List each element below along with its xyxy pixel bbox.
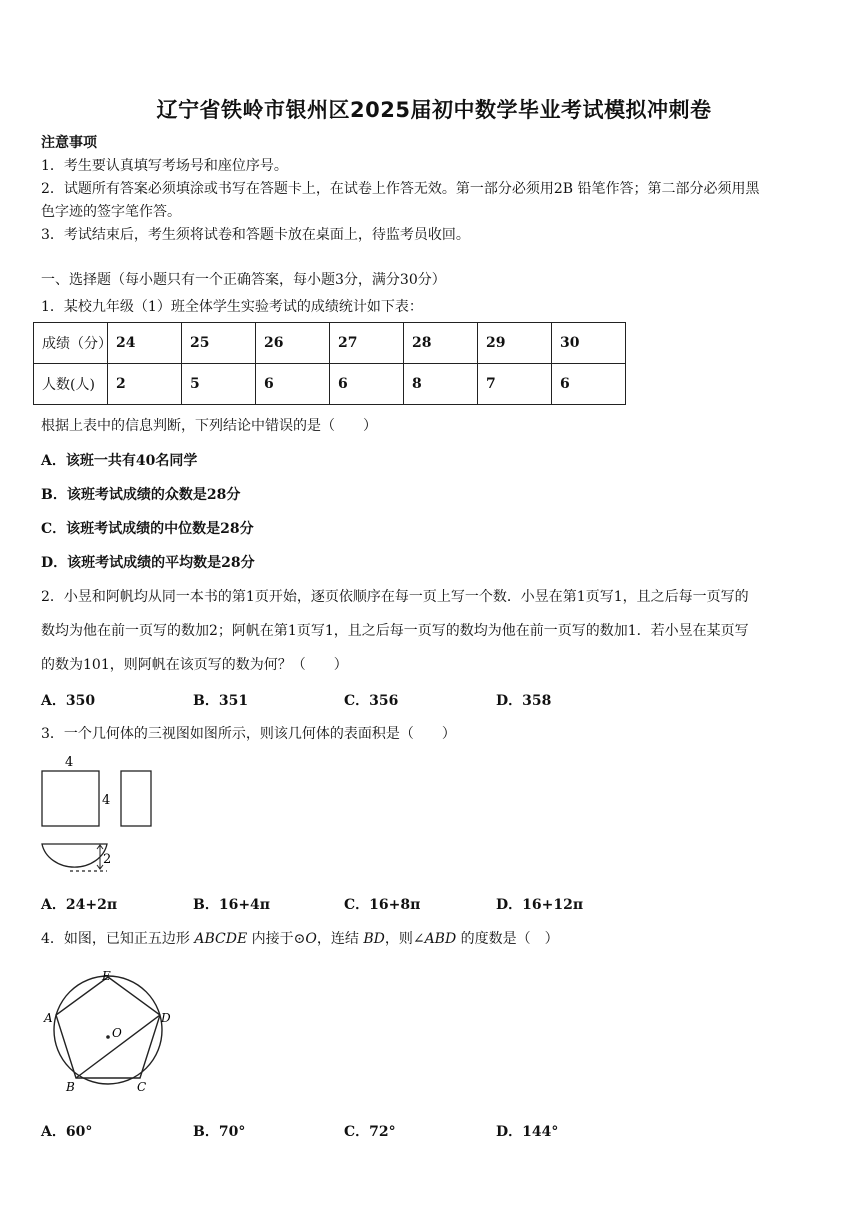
table-row [34, 364, 626, 405]
table-header-cell: 人数(人) [34, 364, 108, 405]
q1-question: 根据上表中的信息判断，下列结论中错误的是（ ） [41, 418, 377, 434]
label-b: B [66, 1080, 75, 1094]
top-view-semicircle [42, 844, 107, 867]
q1-stem: 1．某校九年级（1）班全体学生实验考试的成绩统计如下表： [41, 299, 423, 315]
q3-stem: 3．一个几何体的三视图如图所示，则该几何体的表面积是（ ） [41, 726, 456, 742]
q4-option-b: B．70° [193, 1124, 246, 1140]
table-cell: 27 [330, 323, 404, 364]
table-cell: 6 [330, 364, 404, 405]
q2-option-d: D．358 [496, 693, 552, 709]
q2-line-3: 的数为101，则阿帆在该页写的数为何？（ ） [41, 657, 348, 673]
q4-stem-part: 4．如图，已知正五边形 [41, 931, 195, 947]
notes-line-2-cont: 色字迹的签字笔作答。 [41, 204, 181, 220]
circle-o [54, 976, 162, 1084]
table-row [34, 323, 626, 364]
q4-stem-part: 的度数是（ ） [456, 931, 559, 947]
q1-option-c: C．该班考试成绩的中位数是28分 [41, 521, 254, 537]
label-o: O [112, 1026, 122, 1040]
q4-stem-var: BD [363, 931, 385, 947]
table-header-cell: 成绩（分） [34, 323, 108, 364]
q4-stem-part: 内接于⊙ [247, 931, 306, 947]
q4-option-d: D．144° [496, 1124, 559, 1140]
table-cell: 24 [108, 323, 182, 364]
q3-option-b: B．16+4π [193, 897, 271, 913]
label-d: D [161, 1011, 171, 1025]
q2-line-1: 2．小昱和阿帆均从同一本书的第1页开始，逐页依顺序在每一页上写一个数．小昱在第1页写1，且之后每一页写的 [41, 589, 749, 605]
q2-option-b: B．351 [193, 693, 249, 709]
table-cell: 29 [478, 323, 552, 364]
table-cell: 26 [256, 323, 330, 364]
label-e: E [102, 969, 111, 983]
label-c: C [137, 1080, 147, 1094]
q4-option-c: C．72° [344, 1124, 396, 1140]
q1-option-a: A．该班一共有40名同学 [41, 453, 198, 469]
q2-line-2: 数均为他在前一页写的数加2；阿帆在第1页写1，且之后每一页写的数均为他在前一页写的数加1．若小昱在某页写 [41, 623, 749, 639]
table-cell: 28 [404, 323, 478, 364]
label-top-width: 4 [65, 755, 74, 770]
label-side-height: 4 [102, 793, 111, 808]
q4-stem-var: O [305, 931, 317, 947]
table-cell: 2 [108, 364, 182, 405]
table-cell: 8 [404, 364, 478, 405]
q3-option-d: D．16+12π [496, 897, 584, 913]
notes-line-1: 1．考生要认真填写考场号和座位序号。 [41, 158, 288, 174]
q1-option-d: D．该班考试成绩的平均数是28分 [41, 555, 255, 571]
q4-stem-part: ，则∠ [384, 931, 425, 947]
q1-option-b: B．该班考试成绩的众数是28分 [41, 487, 241, 503]
q3-option-a: A．24+2π [41, 897, 118, 913]
front-view-square [42, 771, 99, 826]
pentagon-figure [40, 965, 180, 1095]
q2-option-c: C．356 [344, 693, 399, 709]
table-cell: 6 [256, 364, 330, 405]
q4-stem-var: ABD [424, 931, 457, 947]
notes-line-3: 3．考试结束后，考生须将试卷和答题卡放在桌面上，待监考员收回。 [41, 227, 470, 243]
notes-heading: 注意事项 [41, 135, 97, 151]
section-heading: 一、选择题（每小题只有一个正确答案，每小题3分，满分30分） [41, 272, 446, 288]
table-cell: 7 [478, 364, 552, 405]
table-cell: 6 [552, 364, 626, 405]
label-a: A [44, 1011, 53, 1025]
q4-stem [41, 928, 559, 948]
score-table [33, 322, 626, 405]
three-view-figure [35, 750, 175, 880]
notes-line-2: 2．试题所有答案必须填涂或书写在答题卡上，在试卷上作答无效。第一部分必须用2B 铅笔作答；第二部分必须用黑 [41, 181, 760, 197]
q4-stem-part: ，连结 [316, 931, 364, 947]
q4-stem-var: ABCDE [194, 931, 248, 947]
table-cell: 30 [552, 323, 626, 364]
table-cell: 5 [182, 364, 256, 405]
exam-title: 辽宁省铁岭市银州区2025届初中数学毕业考试模拟冲刺卷 [156, 98, 712, 122]
q3-option-c: C．16+8π [344, 897, 421, 913]
table-cell: 25 [182, 323, 256, 364]
side-view-rect [121, 771, 151, 826]
center-point [106, 1035, 110, 1039]
label-depth: 2 [103, 852, 112, 867]
q2-option-a: A．350 [41, 693, 96, 709]
segment-bd [76, 1015, 160, 1078]
q4-option-a: A．60° [41, 1124, 93, 1140]
